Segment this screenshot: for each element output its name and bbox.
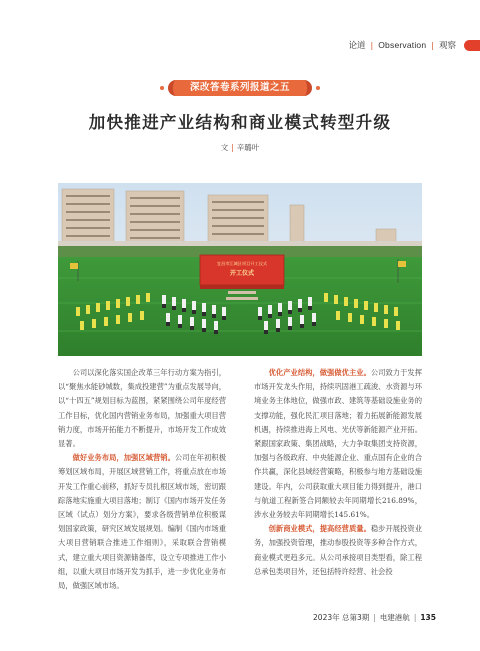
- paragraph-body: 公司在年初积极筹划区域布局，开展区域营销工作，将重点放在市场开发工作重心前移，抓好专员扎根区域市场，密切跟踪落地实施重大项目落地；制订《国内市场开发任务区域（试点）划分方案》，要求各级营销单位积极谋划国家政策，研究区域发展规划。编制《国内市场重大项目营销联合推进工作细则》，采取联合营销模式，建立重大项目资源储备库，设立专项推进工作小组，以重大项目市场开发为抓手，进一步优化业务布局，做强区域市场。: [58, 453, 227, 591]
- byline-author: 辛璐叶: [236, 143, 260, 152]
- byline-divider: |: [231, 143, 234, 152]
- series-banner: 深改答卷系列报道之五: [168, 80, 312, 96]
- paragraph-body: 公司致力于发挥市场开发龙头作用，持续巩固港工疏浚、水资源与环境业务主体地位，做强市政、建筑等基础设施业务的支撑功能，强化民汇项目落地；着力拓展新能源发展机遇，持续推进海上风电、光伏等新能源产业开拓。紧跟国家政策、集团战略，大力争取集团支持资源，加强与各级政府、中央能源企业、重点国有企业的合作共赢，深化县域经营策略，积极参与地方基础设施建设。年内，公司获取重大项目能力得到提升，港口与航道工程新签合同额较去年同期增长216.89%，涉水业务较去年同期增长145.61%。: [254, 368, 423, 520]
- banner-dot: [160, 86, 164, 90]
- header-divider: |: [431, 40, 434, 50]
- page-number: 135: [420, 613, 436, 622]
- issue-label: 2023年 总第3期: [313, 613, 370, 622]
- header-tab-marker: [464, 40, 480, 51]
- paragraph-lead: 做好业务布局，加强区域营销。: [72, 453, 175, 463]
- stage-banner-text: 宜昌市江城区项目开工仪式: [216, 261, 268, 266]
- article-paragraph: [254, 366, 422, 522]
- article-photo: [58, 183, 422, 356]
- paragraph-body: 稳步开展投资业务，加强投资管理，推动参股投资等多种合作方式，商业模式更趋多元。从公司承接项目类型看，除工程总承包类项目外，还包括特许经营、社会投: [254, 524, 423, 576]
- section-label-en: Observation: [378, 40, 427, 50]
- section-label: 论道: [348, 41, 366, 51]
- stage-subbanner-text: 开工仪式: [229, 270, 255, 277]
- banner-dot: [316, 86, 320, 90]
- header-divider: |: [370, 40, 374, 50]
- footer-divider: |: [373, 613, 376, 622]
- byline: [0, 142, 480, 153]
- article-paragraph: [58, 451, 226, 593]
- article-title: 加快推进产业结构和商业模式转型升级: [88, 113, 392, 132]
- article-column-left: [58, 366, 226, 593]
- column-label: 观察: [438, 41, 456, 51]
- footer-divider: |: [413, 613, 417, 622]
- article-paragraph: [254, 522, 422, 579]
- paragraph-lead: 优化产业结构，做强做优主业。: [268, 368, 371, 377]
- page-footer: [313, 612, 436, 623]
- magazine-name: 电建港航: [379, 613, 410, 622]
- page-header: [349, 38, 480, 52]
- article-paragraph: 公司以深化落实国企改革三年行动方案为指引，以“聚焦水能砂城数，集成投建营”为重点发展导向，以“十四五”规划目标为蓝图，紧紧围绕公司年度经营工作目标，优化国内营销业务布局，加强重大项目营销力度，市场开拓能力不断提升，市场开发工作成效显著。: [58, 368, 226, 449]
- article-column-right: [254, 366, 422, 579]
- series-banner-wrap: [0, 80, 480, 96]
- byline-prefix: 文: [220, 143, 229, 152]
- paragraph-lead: 创新商业模式，提高经营质量。: [268, 524, 371, 534]
